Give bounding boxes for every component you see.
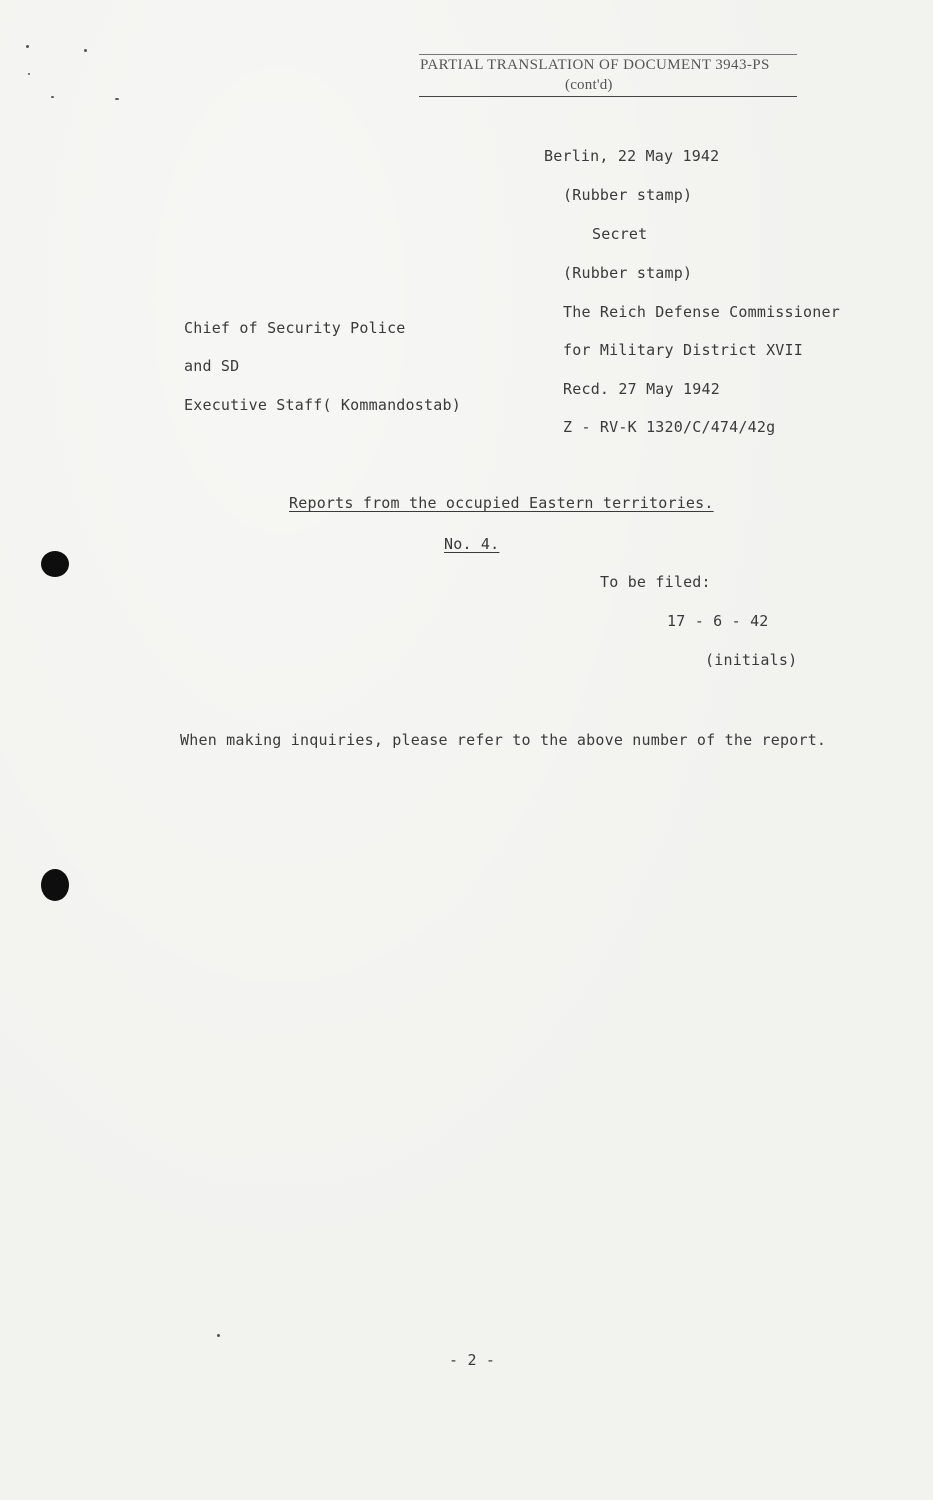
sender-line-3: Executive Staff( Kommandostab) [184,396,461,414]
sender-line-2: and SD [184,357,240,375]
reference-number: Z - RV-K 1320/C/474/42g [563,418,776,436]
header-rule-top [419,54,797,55]
report-number: No. 4. [444,535,500,553]
header-rule-bottom [419,96,797,97]
speck [51,96,54,98]
page-number: - 2 - [449,1351,496,1369]
filing-initials: (initials) [705,651,798,669]
filing-label: To be filed: [600,573,711,591]
place-date: Berlin, 22 May 1942 [544,147,720,165]
document-contd: (cont'd) [565,77,613,93]
received-date: Recd. 27 May 1942 [563,380,720,398]
speck [115,98,119,100]
speck [26,45,29,48]
secret-mark: Secret [592,225,648,243]
subject-title: Reports from the occupied Eastern territories. [289,494,714,512]
filing-date: 17 - 6 - 42 [667,612,769,630]
inquiry-notice: When making inquiries, please refer to the above number of the report. [180,731,827,749]
sender-line-1: Chief of Security Police [184,319,406,337]
rubber-stamp-note-2: (Rubber stamp) [563,264,693,282]
speck [84,49,87,52]
punch-hole-bottom [41,869,69,901]
speck [28,73,30,75]
commissioner-line: The Reich Defense Commissioner [563,303,840,321]
document-title: PARTIAL TRANSLATION OF DOCUMENT 3943-PS [420,57,770,73]
district-line: for Military District XVII [563,341,803,359]
punch-hole-top [41,551,69,577]
rubber-stamp-note-1: (Rubber stamp) [563,186,693,204]
speck [217,1334,220,1337]
